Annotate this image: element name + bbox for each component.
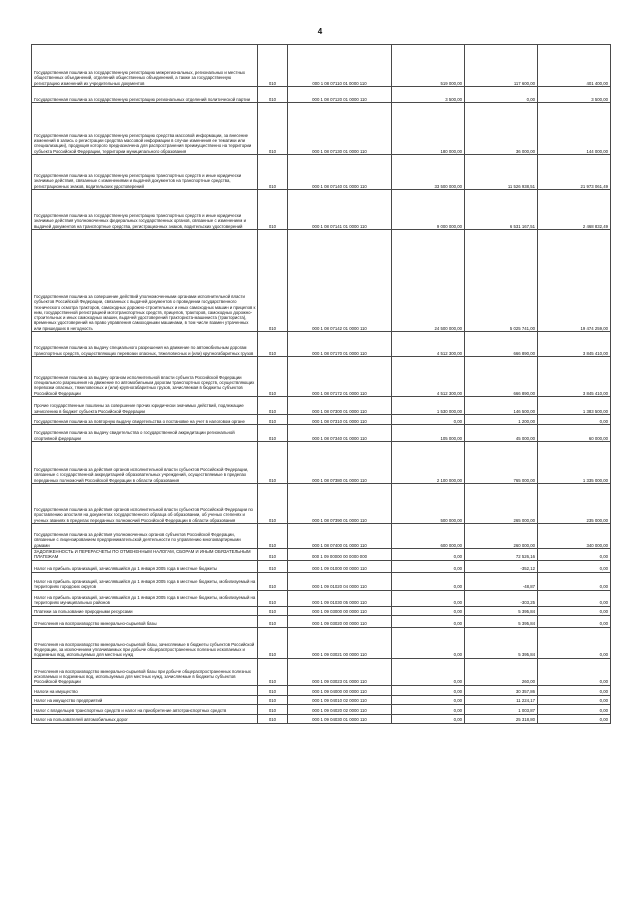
row-budget-code: 000 1 09 01000 00 0000 110: [288, 560, 392, 572]
row-assigned: 1 530 000,00: [392, 397, 465, 415]
row-remaining: 0,00: [538, 627, 611, 658]
row-remaining: 0,00: [538, 704, 611, 714]
row-executed: 5 025 741,00: [465, 230, 538, 332]
row-name: Государственная пошлина за действия органов исполнительной власти субъектов Российской Федерации, связанные с государственной аккредитацией образовательных учреждений, осуществляемые в пределах переданных полномочий Российской Федерации в области образования: [32, 442, 258, 484]
row-assigned: 33 500 000,00: [392, 155, 465, 190]
row-admin-code: 010: [258, 590, 288, 606]
row-name: Налог на прибыль организаций, зачислявшийся до 1 января 2005 года в местные бюджеты, мобилизуемый на территориях городских округов: [32, 572, 258, 590]
row-budget-code: 000 1 09 04000 00 0000 110: [288, 685, 392, 695]
row-assigned: 0,00: [392, 704, 465, 714]
table-row: [32, 230, 611, 332]
row-budget-code: 000 1 08 07310 01 0000 110: [288, 415, 392, 425]
row-name: Государственная пошлина за повторную выдачу свидетельства о постановке на учет в налоговом органе: [32, 415, 258, 425]
row-remaining: 0,00: [538, 685, 611, 695]
row-admin-code: 010: [258, 685, 288, 695]
table-row: [32, 572, 611, 590]
row-name: Государственная пошлина за выдачу органом исполнительной власти субъекта Российской Федерации специального разрешения на движение по автомобильным дорогам транспортных средств, осуществляющих перевозки опасных, тяжеловесных и (или) крупногабаритных грузов, зачисляемая в бюджеты субъектов Российской Федерации: [32, 357, 258, 397]
row-name: Государственная пошлина за государственную регистрацию средства массовой информации, за внесение изменений в запись о регистрации средства массовой информации в случае изменения ее тематики или специализации), продукция которого предназначена для распространения преимущественно на территории субъекта Российской Федерации, территории муниципального образования: [32, 103, 258, 155]
row-assigned: 0,00: [392, 549, 465, 561]
row-admin-code: 010: [258, 87, 288, 103]
row-executed: 1 003,87: [465, 704, 538, 714]
row-assigned: 0,00: [392, 658, 465, 685]
row-admin-code: 010: [258, 484, 288, 524]
table-row: [32, 685, 611, 695]
table-row: [32, 87, 611, 103]
row-name: Налог на прибыль организаций, зачислявшийся до 1 января 2005 года в местные бюджеты: [32, 560, 258, 572]
row-admin-code: 010: [258, 560, 288, 572]
row-remaining: 60 000,00: [538, 425, 611, 442]
row-budget-code: 000 1 08 07340 01 0000 110: [288, 425, 392, 442]
row-name: Государственная пошлина за государственную регистрацию транспортных средств и иные юридически значимые действия, связанные с изменениями и выдачей документов на транспортные средства, регистрационных знаков, водительских удостоверений: [32, 155, 258, 190]
row-admin-code: 010: [258, 190, 288, 230]
row-admin-code: 010: [258, 615, 288, 627]
table-row: [32, 332, 611, 357]
row-budget-code: 000 1 08 07140 01 0000 110: [288, 155, 392, 190]
row-executed: 260,00: [465, 658, 538, 685]
row-admin-code: 010: [258, 695, 288, 704]
row-remaining: 0,00: [538, 549, 611, 561]
row-admin-code: 010: [258, 357, 288, 397]
row-remaining: 0,00: [538, 415, 611, 425]
row-remaining: 2 468 832,49: [538, 190, 611, 230]
row-remaining: 144 000,00: [538, 103, 611, 155]
row-budget-code: 000 1 09 04020 02 0000 110: [288, 704, 392, 714]
row-budget-code: 000 1 08 07141 01 0000 110: [288, 190, 392, 230]
row-assigned: 24 500 000,00: [392, 230, 465, 332]
table-row: [32, 658, 611, 685]
row-executed: 5 395,84: [465, 606, 538, 615]
row-budget-code: 000 1 09 03023 01 0000 110: [288, 658, 392, 685]
row-remaining: 0,00: [538, 658, 611, 685]
row-budget-code: 000 1 08 07130 01 0000 110: [288, 103, 392, 155]
row-assigned: 3 500,00: [392, 87, 465, 103]
row-remaining: 0,00: [538, 572, 611, 590]
row-admin-code: 010: [258, 606, 288, 615]
row-remaining: 3 845 410,00: [538, 332, 611, 357]
table-row: [32, 590, 611, 606]
table-row: [32, 103, 611, 155]
row-admin-code: 010: [258, 572, 288, 590]
row-assigned: 600 000,00: [392, 524, 465, 549]
row-remaining: 235 000,00: [538, 484, 611, 524]
row-name: Налог на прибыль организаций, зачислявшийся до 1 января 2005 года в местные бюджеты, мобилизуемый на территориях муниципальных районов: [32, 590, 258, 606]
row-admin-code: 010: [258, 425, 288, 442]
row-executed: 25 318,80: [465, 714, 538, 723]
row-budget-code: 000 1 08 07110 01 0000 110: [288, 45, 392, 87]
row-budget-code: 000 1 09 04010 02 0000 110: [288, 695, 392, 704]
row-remaining: 3 500,00: [538, 87, 611, 103]
row-assigned: 180 000,00: [392, 103, 465, 155]
table-row: [32, 415, 611, 425]
row-assigned: 4 512 300,00: [392, 332, 465, 357]
row-admin-code: 010: [258, 549, 288, 561]
row-executed: 5 395,84: [465, 627, 538, 658]
row-budget-code: 000 1 08 07300 01 0000 110: [288, 397, 392, 415]
row-remaining: 3 845 410,00: [538, 357, 611, 397]
row-assigned: 0,00: [392, 695, 465, 704]
row-assigned: 9 000 000,00: [392, 190, 465, 230]
row-remaining: 0,00: [538, 695, 611, 704]
row-remaining: 19 474 259,00: [538, 230, 611, 332]
row-name: Платежи за пользование природными ресурсами: [32, 606, 258, 615]
row-budget-code: 000 1 09 03021 00 0000 110: [288, 627, 392, 658]
row-admin-code: 010: [258, 658, 288, 685]
row-assigned: 105 000,00: [392, 425, 465, 442]
row-name: Налог с владельцев транспортных средств и налог на приобретение автотранспортных средств: [32, 704, 258, 714]
row-name: Государственная пошлина за выдачу специального разрешения на движение по автомобильным дорогам транспортных средств, осуществляющих перевозки опасных, тяжеловесных и (или) крупногабаритных грузов: [32, 332, 258, 357]
table-row: [32, 155, 611, 190]
row-assigned: 0,00: [392, 627, 465, 658]
row-admin-code: 010: [258, 524, 288, 549]
row-admin-code: 010: [258, 415, 288, 425]
table-row: [32, 695, 611, 704]
row-name: Отчисления на воспроизводство минерально-сырьевой базы при добыче общераспространенных полезных ископаемых и подземных вод, используемых для местных нужд, зачисляемые в бюджеты субъектов Российской Федерации: [32, 658, 258, 685]
table-row: [32, 524, 611, 549]
row-executed: 265 000,00: [465, 484, 538, 524]
row-remaining: 0,00: [538, 615, 611, 627]
row-executed: 36 000,00: [465, 103, 538, 155]
row-budget-code: 000 1 08 07170 01 0000 110: [288, 332, 392, 357]
table-row: [32, 357, 611, 397]
table-row: [32, 704, 611, 714]
row-assigned: 0,00: [392, 572, 465, 590]
row-assigned: 0,00: [392, 415, 465, 425]
row-admin-code: 010: [258, 103, 288, 155]
table-row: [32, 425, 611, 442]
row-admin-code: 010: [258, 230, 288, 332]
row-budget-code: 000 1 09 03000 00 0000 110: [288, 606, 392, 615]
row-budget-code: 000 1 09 04030 01 0000 110: [288, 714, 392, 723]
row-name: Государственная пошлина за действия уполномоченных органов субъектов Российской Федерации, связанные с лицензированием предпринимательской деятельности по управлению многоквартирными домами: [32, 524, 258, 549]
row-name: Государственная пошлина за государственную регистрацию транспортных средств и иные юридически значимые действия уполномоченных федеральных государственных органов, связанные с изменением и выдачей документов на транспортные средства, регистрационных знаков, водительских удостоверений: [32, 190, 258, 230]
row-executed: -352,12: [465, 560, 538, 572]
row-admin-code: 010: [258, 704, 288, 714]
row-executed: 72 526,16: [465, 549, 538, 561]
row-name: Налог на пользователей автомобильных дорог: [32, 714, 258, 723]
row-name: Прочие государственные пошлины за совершение прочих юридически значимых действий, подлежащие зачислению в бюджет субъекта Российской Федерации: [32, 397, 258, 415]
row-admin-code: 010: [258, 45, 288, 87]
row-executed: 45 000,00: [465, 425, 538, 442]
row-assigned: 0,00: [392, 714, 465, 723]
row-executed: -48,87: [465, 572, 538, 590]
table-row: [32, 45, 611, 87]
row-name: Отчисления на воспроизводство минерально-сырьевой базы, зачисляемые в бюджеты субъектов Российской Федерации, за исключением уплачиваемых при добыче общераспространенных полезных ископаемых и подземных вод, используемых для местных нужд: [32, 627, 258, 658]
row-executed: 666 890,00: [465, 357, 538, 397]
row-assigned: 4 512 300,00: [392, 357, 465, 397]
table-row: [32, 442, 611, 484]
row-admin-code: 010: [258, 397, 288, 415]
row-name: Отчисления на воспроизводство минерально-сырьевой базы: [32, 615, 258, 627]
row-remaining: 0,00: [538, 590, 611, 606]
table-row: [32, 615, 611, 627]
table-row: [32, 190, 611, 230]
row-name: Государственная пошлина за государственную регистрацию региональных отделений политической партии: [32, 87, 258, 103]
row-remaining: 1 335 000,00: [538, 442, 611, 484]
row-name: ЗАДОЛЖЕННОСТЬ И ПЕРЕРАСЧЕТЫ ПО ОТМЕНЕННЫМ НАЛОГАМ, СБОРАМ И ИНЫМ ОБЯЗАТЕЛЬНЫМ ПЛАТЕЖАМ: [32, 549, 258, 561]
table-row: [32, 397, 611, 415]
row-remaining: 401 400,00: [538, 45, 611, 87]
page-number: 4: [317, 27, 323, 36]
row-executed: -303,25: [465, 590, 538, 606]
row-executed: 260 000,00: [465, 524, 538, 549]
table-row: [32, 549, 611, 561]
row-admin-code: 010: [258, 442, 288, 484]
row-executed: 0,00: [465, 87, 538, 103]
row-executed: 1 200,00: [465, 415, 538, 425]
row-assigned: 0,00: [392, 615, 465, 627]
row-budget-code: 000 1 08 07120 01 0000 110: [288, 87, 392, 103]
row-name: Государственная пошлина за действия органов исполнительной власти субъектов Российской Федерации по проставлению апостиля на документах государственного образца об образовании, об ученых степенях и ученых званиях в пределах переданных полномочий Российской Федерации в области образования: [32, 484, 258, 524]
row-remaining: 1 383 500,00: [538, 397, 611, 415]
row-admin-code: 010: [258, 155, 288, 190]
row-budget-code: 000 1 09 01020 04 0000 110: [288, 572, 392, 590]
row-executed: 5 395,84: [465, 615, 538, 627]
budget-revenue-table: [31, 44, 611, 724]
row-name: Государственная пошлина за государственную регистрацию межрегиональных, региональных и местных общественных объединений, отделений общественных объединений, а также за государственную регистрацию изменений их учредительных документов: [32, 45, 258, 87]
row-executed: 146 500,00: [465, 397, 538, 415]
row-remaining: 340 000,00: [538, 524, 611, 549]
row-executed: 6 531 167,51: [465, 190, 538, 230]
row-admin-code: 010: [258, 627, 288, 658]
row-budget-code: 000 1 08 07390 01 0000 110: [288, 484, 392, 524]
row-name: Налог на имущество предприятий: [32, 695, 258, 704]
row-remaining: 0,00: [538, 560, 611, 572]
row-executed: 765 000,00: [465, 442, 538, 484]
row-executed: 11 224,17: [465, 695, 538, 704]
row-budget-code: 000 1 08 07380 01 0000 110: [288, 442, 392, 484]
row-executed: 666 890,00: [465, 332, 538, 357]
row-budget-code: 000 1 09 01030 05 0000 110: [288, 590, 392, 606]
row-remaining: 0,00: [538, 714, 611, 723]
row-name: Государственная пошлина за совершение действий уполномоченными органами исполнительной власти субъектов Российской Федерации, связанных с выдачей документов о проведении государственного технического осмотра тракторов, самоходных дорожно-строительных и иных самоходных машин и прицепов к ним, государственной регистрацией мототранспортных средств, прицепов, тракторов, самоходных дорожно-строительных и иных самоходных машин, выдачей удостоверений тракториста-машиниста (тракториста), временных удостоверений на право управления самоходными машинами, в том числе взамен утраченных или пришедших в негодность: [32, 230, 258, 332]
row-assigned: 0,00: [392, 685, 465, 695]
row-admin-code: 010: [258, 332, 288, 357]
row-budget-code: 000 1 08 07142 01 0000 110: [288, 230, 392, 332]
row-name: Налоги на имущество: [32, 685, 258, 695]
row-executed: 11 526 938,51: [465, 155, 538, 190]
row-executed: 117 600,00: [465, 45, 538, 87]
row-remaining: 0,00: [538, 606, 611, 615]
table-row: [32, 484, 611, 524]
table-row: [32, 606, 611, 615]
row-remaining: 21 973 061,49: [538, 155, 611, 190]
row-executed: 30 357,86: [465, 685, 538, 695]
row-budget-code: 000 1 08 07172 01 0000 110: [288, 357, 392, 397]
table-row: [32, 627, 611, 658]
row-budget-code: 000 1 09 03020 00 0000 110: [288, 615, 392, 627]
table-row: [32, 560, 611, 572]
row-assigned: 0,00: [392, 590, 465, 606]
row-assigned: 2 100 000,00: [392, 442, 465, 484]
row-assigned: 0,00: [392, 606, 465, 615]
row-assigned: 0,00: [392, 560, 465, 572]
table-row: [32, 714, 611, 723]
row-budget-code: 000 1 08 07400 01 0000 110: [288, 524, 392, 549]
row-assigned: 519 000,00: [392, 45, 465, 87]
row-admin-code: 010: [258, 714, 288, 723]
row-budget-code: 000 1 09 00000 00 0000 000: [288, 549, 392, 561]
row-name: Государственная пошлина за выдачу свидетельства о государственной аккредитации региональной спортивной федерации: [32, 425, 258, 442]
row-assigned: 500 000,00: [392, 484, 465, 524]
